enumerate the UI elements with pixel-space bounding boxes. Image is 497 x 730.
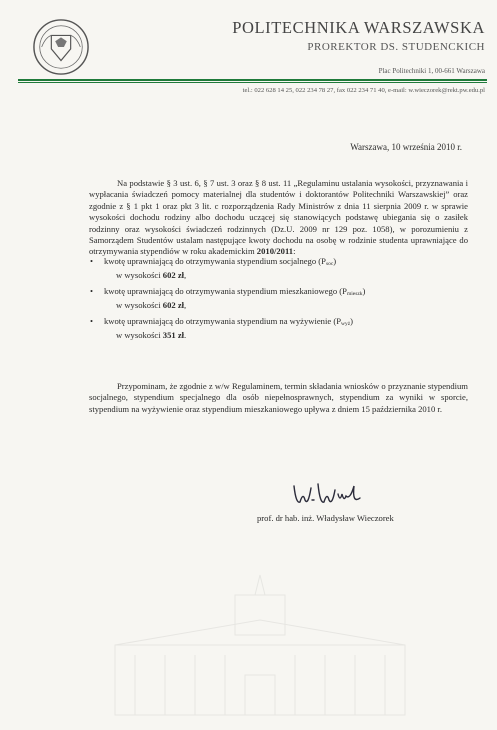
amount-suffix: ,	[184, 300, 187, 311]
amount-value: 602 zł	[162, 270, 185, 281]
letter-date: Warszawa, 10 września 2010 r.	[350, 142, 462, 152]
bullet-close: )	[333, 256, 337, 266]
reminder-text: Przypominam, że zgodnie z w/w Regulaminem, termin składania wniosków o przyznanie stypendium socjalnego, stypendium specjalnego dla osób niepełnosprawnych, stypendium za wyniki w sporcie, stypendium na wyżywienie oraz stypendium mieszkaniowego upływa z dniem 15 października 2010 r.	[89, 381, 468, 414]
amount-list	[90, 256, 464, 345]
bullet-icon: •	[90, 315, 94, 326]
amount-line	[104, 270, 464, 281]
bullet-subscript: mieszk	[346, 290, 363, 297]
amount-suffix: ,	[184, 270, 187, 281]
bullet-subscript: soc	[325, 261, 334, 267]
amount-line	[104, 330, 464, 341]
amount-prefix: w wysokości	[116, 300, 163, 311]
handwritten-signature	[290, 478, 370, 508]
bullet-text: kwotę uprawniającą do otrzymywania stypendium mieszkaniowego (P	[104, 285, 347, 296]
amount-value: 602 zł	[162, 300, 185, 311]
header-divider	[18, 79, 487, 81]
bullet-subscript: wyż	[340, 320, 351, 327]
amount-line	[104, 300, 464, 311]
org-title: POLITECHNIKA WARSZAWSKA	[232, 18, 485, 37]
bullet-text: kwotę uprawniającą do otrzymywania stypendium socjalnego (P	[104, 256, 326, 266]
bullet-icon: •	[90, 256, 94, 266]
amount-prefix: w wysokości	[116, 270, 163, 281]
contact-line: tel.: 022 628 14 25, 022 234 78 27, fax 022 234 71 40, e-mail: w.wieczorek@rekt.pw.edu.pl	[242, 87, 485, 94]
bullet-close: )	[350, 315, 354, 326]
list-item	[90, 315, 464, 342]
bullet-close: )	[362, 285, 366, 296]
intro-text: Na podstawie § 3 ust. 6, § 7 ust. 3 oraz § 8 ust. 11 „Regulaminu ustalania wysokości, przyznawania i wypłacania świadczeń pomocy materialnej dla studentów i doktorantów Politechniki Warszawskiej” oraz zgodnie z § 1 pkt 1 oraz pkt 3 lit. c rozporządzenia Rady Ministrów z dnia 11 sierpnia 2009 r. w sprawie wysokości dochodu rodziny albo dochodu uczącej się stanowiących podstawę ubiegania się o zasiłek rodzinny oraz wysokości świadczeń rodzinnych (Dz.U. 2009 nr 129 poz. 1058), w porozumieniu z Samorządem Studentów ustalam następujące kwoty dochodu na osobę w rodzinie studenta uprawniające do otrzymywania stypendiów w roku akademickim	[89, 178, 468, 257]
building-watermark	[95, 565, 425, 725]
signer-name: prof. dr hab. inż. Władysław Wieczorek	[257, 513, 394, 523]
bullet-icon: •	[90, 285, 94, 296]
org-subtitle: PROREKTOR DS. STUDENCKICH	[307, 41, 485, 53]
reminder-paragraph	[89, 381, 468, 415]
header-divider-thin	[18, 82, 487, 83]
amount-value: 351 zł	[162, 330, 185, 341]
list-item	[90, 256, 464, 282]
amount-suffix: .	[184, 330, 187, 341]
org-address: Plac Politechniki 1, 00-661 Warszawa	[378, 67, 485, 75]
university-seal-icon	[32, 18, 90, 76]
bullet-text: kwotę uprawniającą do otrzymywania stypendium na wyżywienie (P	[104, 315, 341, 326]
intro-paragraph: Na podstawie § 3 ust. 6, § 7 ust. 3 oraz § 8 ust. 11 „Regulaminu ustalania wysokości, przyznawania i wypłacania świadczeń pomocy materialnej dla studentów i doktorantów Politechniki Warszawskiej” oraz zgodnie z § 1 pkt 1 oraz pkt 3 lit. c rozporządzenia Rady Ministrów z dnia 11 sierpnia 2009 r. w sprawie wysokości dochodu rodziny albo dochodu uczącej się stanowiących podstawę ubiegania się o zasiłek rodzinny oraz wysokości świadczeń rodzinnych (Dz.U. 2009 nr 129 poz. 1058), w porozumieniu z Samorządem Studentów ustalam następujące kwoty dochodu na osobę w rodzinie studenta uprawniające do otrzymywania stypendiów w roku akademickim 2010/2011:	[89, 178, 468, 257]
list-item	[90, 285, 464, 312]
academic-year: 2010/2011	[256, 246, 294, 257]
amount-prefix: w wysokości	[116, 330, 163, 341]
